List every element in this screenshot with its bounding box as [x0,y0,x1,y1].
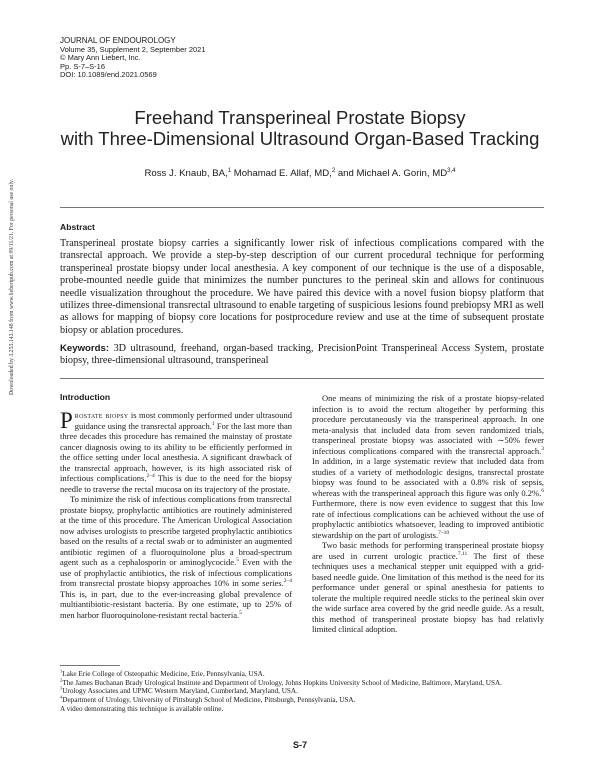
paragraph: Two basic methods for performing transperineal prostate biopsy are used in current urologic practice.$^{7,11}$ The first of these techniques uses a mechanical stepper unit equipped with a grid-based needle guide. One limitation of this method is the need for its performance under general or spinal anesthesia for patients to tolerate the multiple required needle sticks to the perineal skin over the wide surface area covered by the grid needle guide. As a result, this method of transperineal prostate biopsy has had relativly limited clinical adoption. [312,540,544,634]
journal-name: JOURNAL OF ENDOUROLOGY [60,36,176,45]
footnote-divider [60,665,120,666]
author-affiliation-mark: 2 [331,167,336,174]
citation[interactable]: 1 [211,420,215,427]
page-number: S-7 [292,740,307,750]
author-affiliation-mark: 1 [227,167,232,174]
author-name: and Michael A. Gorin, MD [335,168,448,179]
introduction-heading: Introduction [60,392,111,402]
footnote: $^1$Lake Erie College of Osteopathic Medicine, Erie, Pennsylvania, USA. [60,668,265,678]
paragraph: Prostate biopsy is most commonly performed under ultrasound guidance using the transrectal approach.$^1$ For the last more than three decades this procedure has remained the mainstay of prostate cancer diagnosis owing to its ability to be efficiently performed in the office setting under local anesthesia. A significant drawback of the transrectal approach, however, is its high associated risk of infectious complications.$^{2-4}$ This is due to the need for the biopsy needle to traverse the rectal mucosa on its trajectory of the prostate. [60,408,293,494]
abstract-body: Transperineal prostate biopsy carries a significantly lower risk of infectious complications compared with the transrectal approach. We provide a step-by-step description of our current procedural technique for performing transperineal prostate biopsy under local anesthesia. A key component of our technique is the use of a disposable, probe-mounted needle guide that minimizes the number punctures to the perineal skin and allows for continuous needle visualization throughout the procedure. We have paired this device with a novel fusion biopsy platform that utilizes three-dimensional transrectal ultrasound to enable targeting of suspicious lesions found prebiopsy MRI as well as allows for mapping of biopsy core locations for postprocedure review and use at the time of subsequent prostate biopsy or ablation procedures. [60,238,544,336]
drop-cap: P [60,408,73,433]
article-title [0,107,600,149]
citation[interactable]: 5 [236,557,239,564]
journal-copyright: © Mary Ann Liebert, Inc. [60,53,141,63]
author-name: Ross J. Knaub, BA, [144,168,228,179]
author-list [0,168,600,179]
footnote: $^3$Urology Associates and UPMC Western Maryland, Cumberland, Maryland, USA. [60,686,298,696]
download-notice: Downloaded by 3.253.143.148 from www.liebertpub.com at 09/11/21. For personal use only. [9,179,15,395]
footnote: $^4$Department of Urology, University of Pittsburgh School of Medicine, Pittsburgh, Pennsylvania, USA. [60,694,356,705]
divider [60,207,544,208]
divider [60,378,544,379]
citation[interactable]: 7,11 [457,550,468,557]
paragraph: One means of minimizing the risk of a prostate biopsy-related infection is to avoid the rectum altogether by performing this procedure percutaneously via the transperineal approach. In one meta-analysis that included data from seven randomized trials, transperineal prostate biopsy was associated with ∼50% fewer infectious complications compared with the transrectal approach.$^3$ In addition, in a large systematic review that included data from studies of a variety of methodologic designs, transrectal prostate biopsy was found to be associated with a 0.8% risk of sepsis, whereas with the transperineal approach this figure was only 0.2%.$^6$ Furthermore, there is now even evidence to suggest that this low rate of infectious complications can be achieved without the use of prophylactic antibiotics whatsoever, leading to improved antibiotic stewardship on the part of urologists.$^{7-10}$ [312,393,544,540]
author-name: Mohamad E. Allaf, MD, [231,168,332,179]
citation[interactable]: 3 [541,445,544,452]
citation[interactable]: 7–10 [438,529,450,536]
citation[interactable]: 5 [239,609,242,616]
abstract-heading: Abstract [60,222,95,232]
title-line-1: Freehand Transperineal Prostate Biopsy [134,107,466,128]
footnotes [60,670,544,714]
right-column [312,393,544,635]
footnote: $^2$The James Buchanan Brady Urological Institute and Department of Urology, Johns Hopkins University School of Medicine, Baltimore, Maryland, USA. [60,677,502,687]
keywords [60,343,544,368]
footnote: A video demonstrating this technique is available online. [60,704,224,713]
journal-doi[interactable]: DOI: 10.1089/end.2021.0569 [60,70,157,80]
author-affiliation-mark: 3,4 [447,167,456,174]
citation[interactable]: 2–4 [146,473,155,480]
citation[interactable]: 6 [541,487,544,494]
journal-pages: Pp. S-7–S-16 [60,61,106,71]
paragraph: To minimize the risk of infectious complications from transrectal prostate biopsy, prophylactic antibiotics are routinely administered at the time of this procedure. The American Urological Association now advises urologists to prescribe targeted prophylactic antibiotics based on the results of a rectal swab or to administer an augmented antibiotic regimen of a fluoroquinolone plus a broad-spectrum agent such as a cephalosporin or aminoglycocide.$^5$ Even with the use of prophylactic antibiotics, the risk of infectious complications from transrectal prostate biopsy approaches 10% in some series.$^{2-4}$ This is, in part, due to the ever-increasing global prevalence of multiantibiotic-resistant bacteria. By one estimate, up to 25% of men harbor fluoroquinolone-resistant rectal bacteria.$^5$ [60,494,293,620]
journal-volume: Volume 35, Supplement 2, September 2021 [60,44,206,54]
title-line-2: with Three-Dimensional Ultrasound Organ-Based Tracking [60,128,540,149]
keywords-label: Keywords: [60,343,110,354]
keywords-text: 3D ultrasound, freehand, organ-based tracking, PrecisionPoint Transperineal Access System, prostate biopsy, three-dimensional ultrasound, transperineal [60,343,544,367]
citation[interactable]: 2–4 [283,578,292,585]
left-column [60,410,292,620]
journal-header [60,37,206,80]
